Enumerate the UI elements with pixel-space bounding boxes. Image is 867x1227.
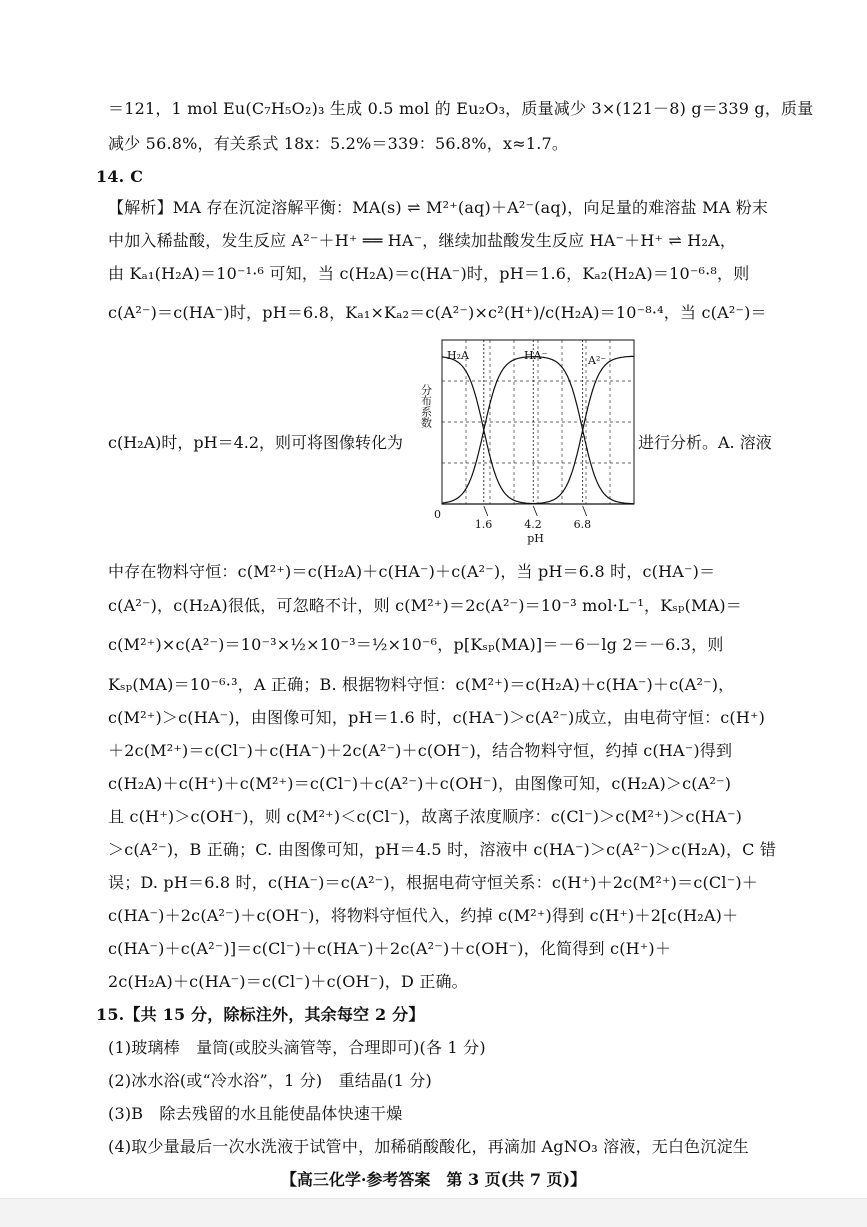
chart-row (108, 330, 798, 560)
analysis-line: c(M²⁺)×c(A²⁻)＝10⁻³×½×10⁻³＝½×10⁻⁶，p[Kₛₚ(MA)]＝－6－lg 2＝－6.3，则 (108, 635, 724, 654)
tick-arrow (484, 506, 488, 516)
analysis-line: 误；D. pH＝6.8 时，c(HA⁻)＝c(A²⁻)，根据电荷守恒关系：c(H⁺)＋2c(M²⁺)＝c(Cl⁻)＋ (108, 873, 758, 892)
text-line: ＝121，1 mol Eu(C₇H₅O₂)₃ 生成 0.5 mol 的 Eu₂O₃，质量减少 3×(121－8) g＝339 g，质量 (108, 99, 814, 118)
analysis-line: c(H₂A)＋c(H⁺)＋c(M²⁺)＝c(Cl⁻)＋c(A²⁻)＋c(OH⁻)，由图像可知，c(H₂A)＞c(A²⁻) (108, 774, 732, 793)
analysis-line: 中存在物料守恒：c(M²⁺)＝c(H₂A)＋c(HA⁻)＋c(A²⁻)，当 pH＝6.8 时，c(HA⁻)＝ (108, 562, 716, 581)
question-15-header: 15.【共 15 分，除标注外，其余每空 2 分】 (96, 1005, 425, 1024)
q15-item: (4)取少量最后一次水洗液于试管中，加稀硝酸酸化，再滴加 AgNO₃ 溶液，无白色沉淀生 (108, 1137, 749, 1156)
origin-label: 0 (434, 508, 441, 521)
analysis-line: Kₛₚ(MA)＝10⁻⁶·³，A 正确；B. 根据物料守恒：c(M²⁺)＝c(H₂A)＋c(HA⁻)＋c(A²⁻)， (108, 675, 735, 694)
series-label: H₂A (447, 349, 469, 362)
analysis-line: 由 Kₐ₁(H₂A)＝10⁻¹·⁶ 可知，当 c(H₂A)＝c(HA⁻)时，pH＝1.6，Kₐ₂(H₂A)＝10⁻⁶·⁸，则 (108, 264, 750, 283)
q15-item: (2)冰水浴(或“冷水浴”，1 分) 重结晶(1 分) (108, 1071, 432, 1090)
chart-trail-text: 进行分析。A. 溶液 (638, 433, 772, 452)
x-tick-label: 1.6 (474, 518, 493, 531)
analysis-line: c(A²⁻)＝c(HA⁻)时，pH＝6.8，Kₐ₁×Kₐ₂＝c(A²⁻)×c²(H⁺)/c(H₂A)＝10⁻⁸·⁴，当 c(A²⁻)＝ (108, 303, 767, 322)
analysis-line: c(A²⁻)，c(H₂A)很低，可忽略不计，则 c(M²⁺)＝2c(A²⁻)＝10⁻³ mol·L⁻¹，Kₛₚ(MA)＝ (108, 596, 743, 615)
analysis-line: c(HA⁻)＋c(A²⁻)]＝c(Cl⁻)＋c(HA⁻)＋2c(A²⁻)＋c(OH⁻)，化简得到 c(H⁺)＋ (108, 939, 672, 958)
series-label: HA⁻ (524, 349, 548, 362)
distribution-chart (416, 334, 638, 550)
q15-item: (3)B 除去残留的水且能使晶体快速干燥 (108, 1104, 403, 1123)
tick-arrow (583, 506, 587, 516)
tick-arrow (533, 506, 537, 516)
analysis-line: 中加入稀盐酸，发生反应 A²⁻＋H⁺ ══ HA⁻，继续加盐酸发生反应 HA⁻＋H⁺ ⇌ H₂A， (108, 231, 737, 250)
series-label: A²⁻ (588, 354, 607, 367)
page-bottom-strip (0, 1198, 867, 1227)
analysis-line: 【解析】MA 存在沉淀溶解平衡：MA(s) ⇌ M²⁺(aq)＋A²⁻(aq)，向足量的难溶盐 MA 粉末 (108, 198, 769, 217)
x-axis-label: pH (527, 532, 544, 545)
q15-item: (1)玻璃棒 量筒(或胶头滴管等，合理即可)(各 1 分) (108, 1038, 486, 1057)
x-tick-label: 6.8 (573, 518, 592, 531)
analysis-line: ＋2c(M²⁺)＝c(Cl⁻)＋c(HA⁻)＋2c(A²⁻)＋c(OH⁻)，结合物料守恒，约掉 c(HA⁻)得到 (108, 741, 733, 760)
analysis-line: ＞c(A²⁻)，B 正确；C. 由图像可知，pH＝4.5 时，溶液中 c(HA⁻)＞c(A²⁻)＞c(H₂A)，C 错 (108, 840, 777, 859)
y-axis-label: 分布系数 (419, 384, 433, 428)
question-14-answer: 14. C (96, 167, 144, 186)
analysis-line: 2c(H₂A)＋c(HA⁻)＝c(Cl⁻)＋c(OH⁻)，D 正确。 (108, 972, 468, 991)
analysis-line: 且 c(H⁺)＞c(OH⁻)，则 c(M²⁺)＜c(Cl⁻)，故离子浓度顺序：c(Cl⁻)＞c(M²⁺)＞c(HA⁻) (108, 807, 743, 826)
analysis-line: c(M²⁺)＞c(HA⁻)，由图像可知，pH＝1.6 时，c(HA⁻)＞c(A²⁻)成立，由电荷守恒：c(H⁺) (108, 708, 766, 727)
chart-lead-text: c(H₂A)时，pH＝4.2，则可将图像转化为 (108, 433, 404, 452)
analysis-line: c(HA⁻)＋2c(A²⁻)＋c(OH⁻)，将物料守恒代入，约掉 c(M²⁺)得到 c(H⁺)＋2[c(H₂A)＋ (108, 906, 739, 925)
page-footer: 【高三化学·参考答案 第 3 页(共 7 页)】 (280, 1170, 587, 1189)
text-line: 减少 56.8%，有关系式 18x：5.2%＝339：56.8%，x≈1.7。 (108, 134, 569, 153)
x-tick-label: 4.2 (524, 518, 542, 531)
